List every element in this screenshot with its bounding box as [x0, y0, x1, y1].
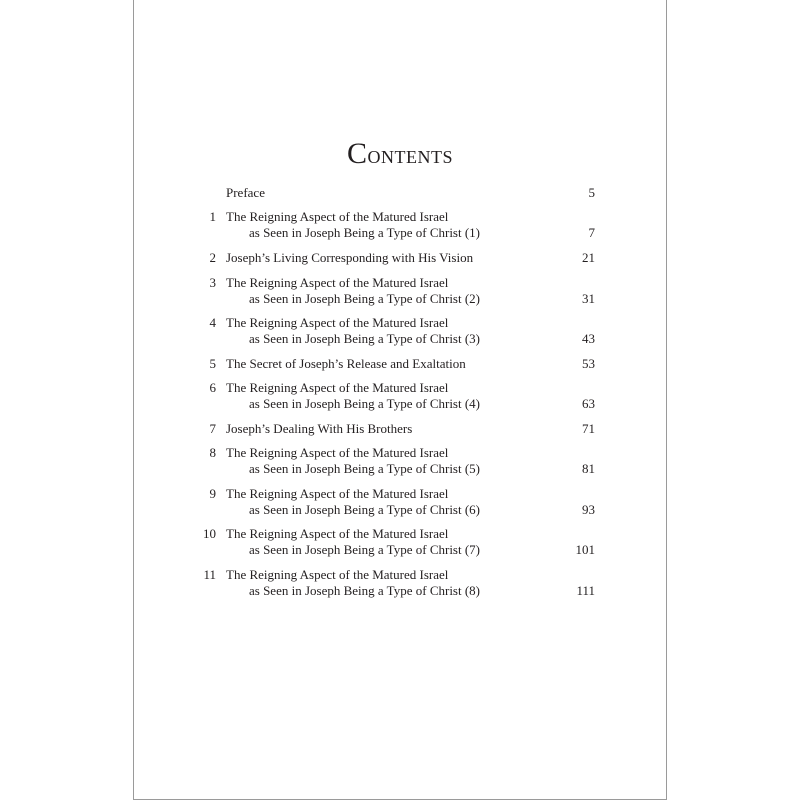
- chapter-number: 10: [203, 526, 216, 541]
- chapter-number: 9: [209, 486, 216, 501]
- chapter-title: Joseph’s Dealing With His Brothers: [226, 421, 413, 436]
- chapter-number: 11: [203, 567, 216, 582]
- chapter-title: The Reigning Aspect of the Matured Israel: [226, 275, 449, 290]
- chapter-title-continuation: as Seen in Joseph Being a Type of Christ (5): [249, 461, 481, 476]
- chapter-number: 8: [209, 445, 216, 460]
- chapter-title: Joseph’s Living Corresponding with His Vision: [226, 250, 474, 265]
- page-number: 93: [582, 502, 595, 517]
- chapter-title: The Reigning Aspect of the Matured Israel: [226, 380, 449, 395]
- page-number: 31: [582, 291, 595, 306]
- chapter-title-continuation: as Seen in Joseph Being a Type of Christ (2): [249, 291, 481, 306]
- page-number: 53: [582, 356, 595, 371]
- chapter-number: 1: [209, 209, 216, 224]
- page-number: 63: [582, 396, 595, 411]
- chapter-title-continuation: as Seen in Joseph Being a Type of Christ (7): [249, 542, 481, 557]
- chapter-title-continuation: as Seen in Joseph Being a Type of Christ (8): [249, 583, 481, 598]
- chapter-number: 3: [209, 275, 216, 290]
- heading-rest: ontents: [367, 142, 453, 169]
- chapter-number: 2: [209, 250, 216, 265]
- chapter-title: The Reigning Aspect of the Matured Israel: [226, 526, 449, 541]
- page-number: 7: [588, 225, 595, 240]
- page-number: 71: [582, 421, 595, 436]
- chapter-title: The Reigning Aspect of the Matured Israel: [226, 486, 449, 501]
- chapter-number: 6: [209, 380, 216, 395]
- chapter-number: 4: [209, 315, 216, 330]
- page-number: 43: [582, 331, 595, 346]
- chapter-title: The Reigning Aspect of the Matured Israel: [226, 315, 449, 330]
- chapter-title: The Secret of Joseph’s Release and Exaltation: [226, 356, 466, 371]
- chapter-title: The Reigning Aspect of the Matured Israel: [226, 209, 449, 224]
- chapter-title: The Reigning Aspect of the Matured Israel: [226, 567, 449, 582]
- page-number: 81: [582, 461, 595, 476]
- chapter-number: 7: [209, 421, 216, 436]
- page-number: 101: [575, 542, 595, 557]
- page-number: 21: [582, 250, 595, 265]
- chapter-title: The Reigning Aspect of the Matured Israel: [226, 445, 449, 460]
- chapter-title-continuation: as Seen in Joseph Being a Type of Christ (6): [249, 502, 481, 517]
- chapter-title-continuation: as Seen in Joseph Being a Type of Christ (1): [249, 225, 481, 240]
- page-number: 5: [588, 185, 595, 200]
- chapter-number: 5: [209, 356, 216, 371]
- chapter-title: Preface: [226, 185, 265, 200]
- page-number: 111: [576, 583, 595, 598]
- chapter-title-continuation: as Seen in Joseph Being a Type of Christ (3): [249, 331, 481, 346]
- heading-initial: C: [346, 137, 368, 170]
- chapter-title-continuation: as Seen in Joseph Being a Type of Christ (4): [249, 396, 481, 411]
